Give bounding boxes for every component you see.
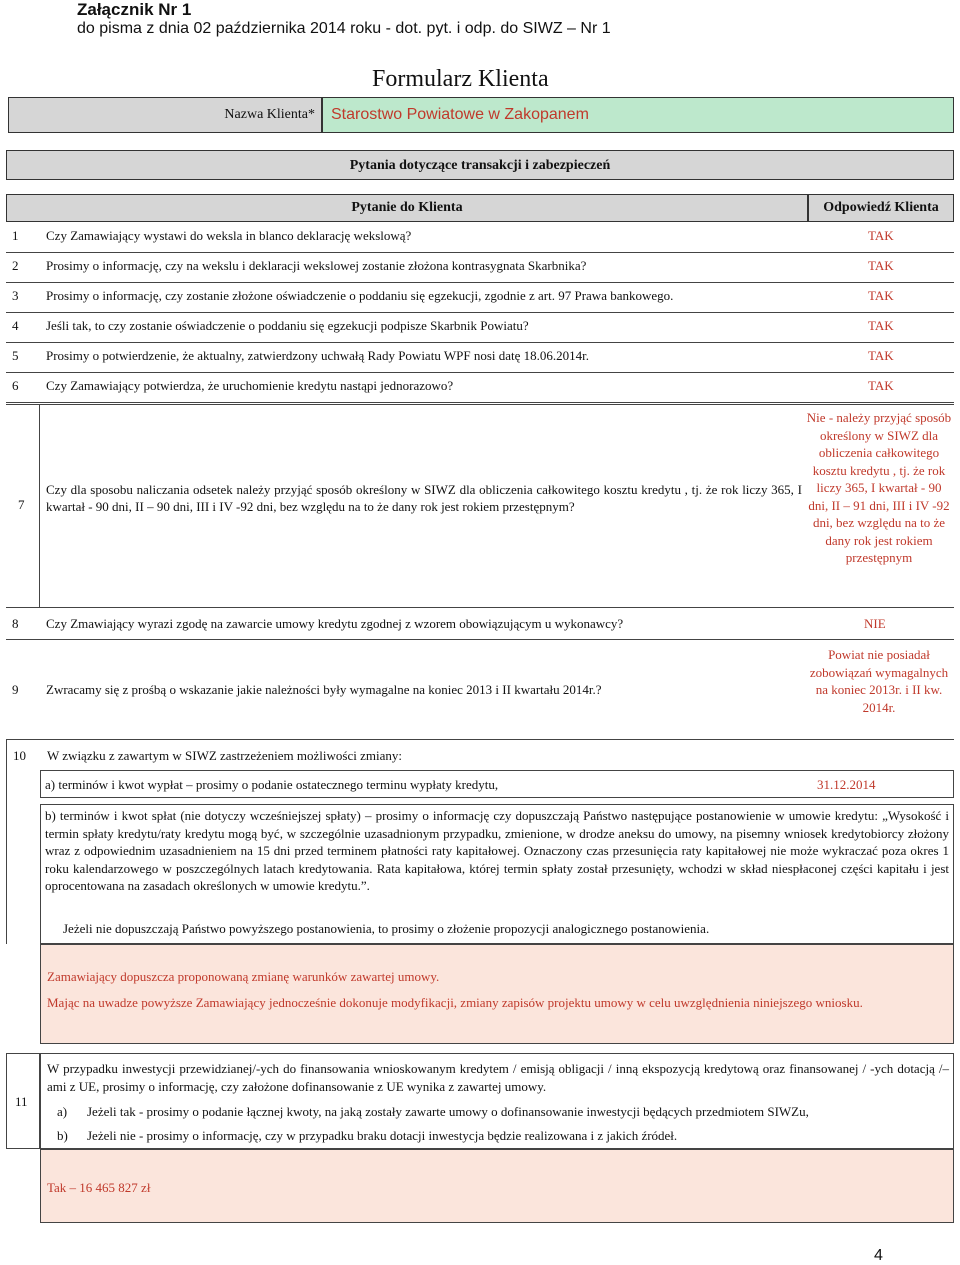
question-number: 6 — [12, 378, 19, 393]
sub-a-text: Jeżeli tak - prosimy o podanie łącznej kwoty, na jaką zostały zawarte umowy o dofinansowanie inwestycji będących przedmiotem SIWZu, — [87, 1104, 809, 1119]
answer-text: TAK — [868, 288, 894, 303]
row-11-number-cell — [6, 1053, 40, 1149]
col-question-label: Pytanie do Klienta — [351, 200, 463, 215]
client-value: Starostwo Powiatowe w Zakopanem — [331, 106, 589, 123]
answer-text: Tak – 16 465 827 zł — [47, 1180, 151, 1195]
question-number: 11 — [15, 1094, 28, 1109]
question-row-1 — [6, 228, 954, 253]
attachment-subtitle: do pisma z dnia 02 października 2014 roku - dot. pyt. i odp. do SIWZ – Nr 1 — [77, 20, 611, 37]
answer-text: Nie - należy przyjąć sposób określony w SIWZ dla obliczenia całkowitego kosztu kredytu , tj. że rok liczy 365, I kwartał - 90 dni, II – 91 dni, III i IV -92 dni, bez względu na to że dany rok jest rokiem przestępnym — [806, 410, 952, 565]
part-b-extra: Jeżeli nie dopuszczają Państwo powyższego postanowienia, to prosimy o złożenie propozycji analogicznego postanowienia. — [63, 921, 710, 936]
sub-a-label: a) — [57, 1104, 68, 1119]
form-title: Formularz Klienta — [372, 66, 549, 92]
answer-text: NIE — [864, 616, 886, 631]
question-number: 5 — [12, 348, 19, 363]
question-number: 2 — [12, 258, 19, 273]
question-text: W związku z zawartym w SIWZ zastrzeżeniem możliwości zmiany: — [47, 748, 402, 763]
section-title: Pytania dotyczące transakcji i zabezpieczeń — [349, 158, 611, 173]
question-row-2 — [6, 258, 954, 283]
question-number: 4 — [12, 318, 19, 333]
question-row-4 — [6, 318, 954, 343]
row-11-answer — [40, 1149, 954, 1223]
question-text: Czy Zamawiający potwierdza, że uruchomienie kredytu nastąpi jednorazowo? — [46, 378, 454, 393]
client-label-cell — [8, 97, 322, 133]
question-number: 1 — [12, 228, 19, 243]
question-text: Czy Zmawiający wyrazi zgodę na zawarcie umowy kredytu zgodnej z wzorem obowiązującym u wykonawcy? — [46, 616, 624, 631]
attachment-title: Załącznik Nr 1 — [77, 0, 192, 19]
page-number: 4 — [874, 1247, 883, 1264]
answer-line-2: Mając na uwadze powyższe Zamawiający jednocześnie dokonuje modyfikacji, zmiany zapisów projektu umowy w celu uwzględnienia niniejszego wniosku. — [47, 995, 863, 1010]
question-text: Czy Zamawiający wystawi do weksla in blanco deklarację wekslową? — [46, 228, 412, 243]
part-a-answer: 31.12.2014 — [817, 777, 876, 792]
part-a-text: a) terminów i kwot wypłat – prosimy o podanie ostatecznego terminu wypłaty kredytu, — [45, 777, 499, 792]
answer-text: TAK — [868, 228, 894, 243]
question-number: 8 — [12, 616, 19, 631]
section-title-cell — [6, 150, 954, 180]
question-number: 10 — [13, 748, 26, 763]
row-7-number-cell — [6, 405, 40, 607]
question-number: 3 — [12, 288, 19, 303]
question-row-8 — [6, 616, 954, 640]
answer-text: TAK — [868, 348, 894, 363]
col-question-header — [6, 194, 808, 222]
answer-line-1: Zamawiający dopuszcza proponowaną zmianę warunków zawartej umowy. — [47, 969, 440, 984]
row-11-question-cell — [40, 1053, 954, 1149]
question-row-3 — [6, 288, 954, 313]
sub-b-text: Jeżeli nie - prosimy o informację, czy w przypadku braku dotacji inwestycja będzie realizowana i z jakich źródeł. — [87, 1128, 678, 1143]
question-row-5 — [6, 348, 954, 373]
col-answer-label: Odpowiedź Klienta — [823, 200, 939, 215]
answer-text: TAK — [868, 378, 894, 393]
question-text: Czy dla sposobu naliczania odsetek należy przyjąć sposób określony w SIWZ dla obliczenia całkowitego kosztu kredytu , tj. że rok liczy 365, I kwartał - 90 dni, II – 90 dni, III i IV -92 dni, bez względu na to że dany rok jest rokiem przestępnym? — [46, 482, 802, 514]
question-text: Prosimy o informację, czy na wekslu i deklaracji wekslowej zostanie złożona kontrasygnata Skarbnika? — [46, 258, 587, 273]
question-text: Zwracamy się z prośbą o wskazanie jakie należności były wymagalne na koniec 2013 i II kwartału 2014r.? — [46, 682, 602, 697]
question-text: Jeśli tak, to czy zostanie oświadczenie o poddaniu się egzekucji podpisze Skarbnik Powiatu? — [46, 318, 529, 333]
client-value-cell — [322, 97, 954, 133]
row-10-answer — [40, 944, 954, 1044]
row-10-part-a — [40, 770, 954, 798]
question-number: 7 — [18, 497, 25, 512]
question-row-9 — [6, 640, 954, 740]
question-row-6 — [6, 378, 954, 403]
question-text: W przypadku inwestycji przewidzianej/-ych do finansowania wnioskowanym kredytem / emisją obligacji / inną ekspozycją kredytową oraz finansowanej / -ych dotacją /–ami z UE, prosimy o informację, czy założone dofinansowanie z UE wynika z zawartej umowy. — [47, 1061, 949, 1094]
sub-b-label: b) — [57, 1128, 68, 1143]
question-text: Prosimy o informację, czy zostanie złożone oświadczenie o poddaniu się egzekucji, zgodnie z art. 97 Prawa bankowego. — [46, 288, 674, 303]
answer-text: TAK — [868, 318, 894, 333]
question-row-7 — [6, 404, 954, 608]
client-label: Nazwa Klienta* — [224, 107, 315, 122]
part-b-text: b) terminów i kwot spłat (nie dotyczy wcześniejszej spłaty) – prosimy o informację czy dopuszczają Państwo następujące postanowienie w umowie kredytu: „Wysokość i termin spłaty kredytu/raty kredytu mogą być, w szczególnie uzasadnionym przypadku, zmienione, w drodze aneksu do umowy, na pisemny wniosek kredytobiorcy złożony wraz z odpowiednim uzasadnieniem na 15 dni przed terminem płatności raty kapitałowej. Oznaczony czas przesunięcia raty kapitałowej nie może wykraczać poza okres 1 roku kalendarzowego w poszczególnych latach kredytowania. Rata kapitałowa, której termin spłaty został przesunięty, wchodzi w skład niespłaconej części kapitału i jest oprocentowana na zasadach określonych w umowie kredytu.”. — [45, 808, 949, 893]
question-number: 9 — [12, 682, 19, 697]
answer-text: Powiat nie posiadał zobowiązań wymagalnych na koniec 2013r. i II kw. 2014r. — [809, 647, 949, 715]
col-answer-header — [808, 194, 954, 222]
question-text: Prosimy o potwierdzenie, że aktualny, zatwierdzony uchwałą Rady Powiatu WPF nosi datę 18.06.2014r. — [46, 348, 589, 363]
row-10-part-b — [40, 804, 954, 944]
answer-text: TAK — [868, 258, 894, 273]
